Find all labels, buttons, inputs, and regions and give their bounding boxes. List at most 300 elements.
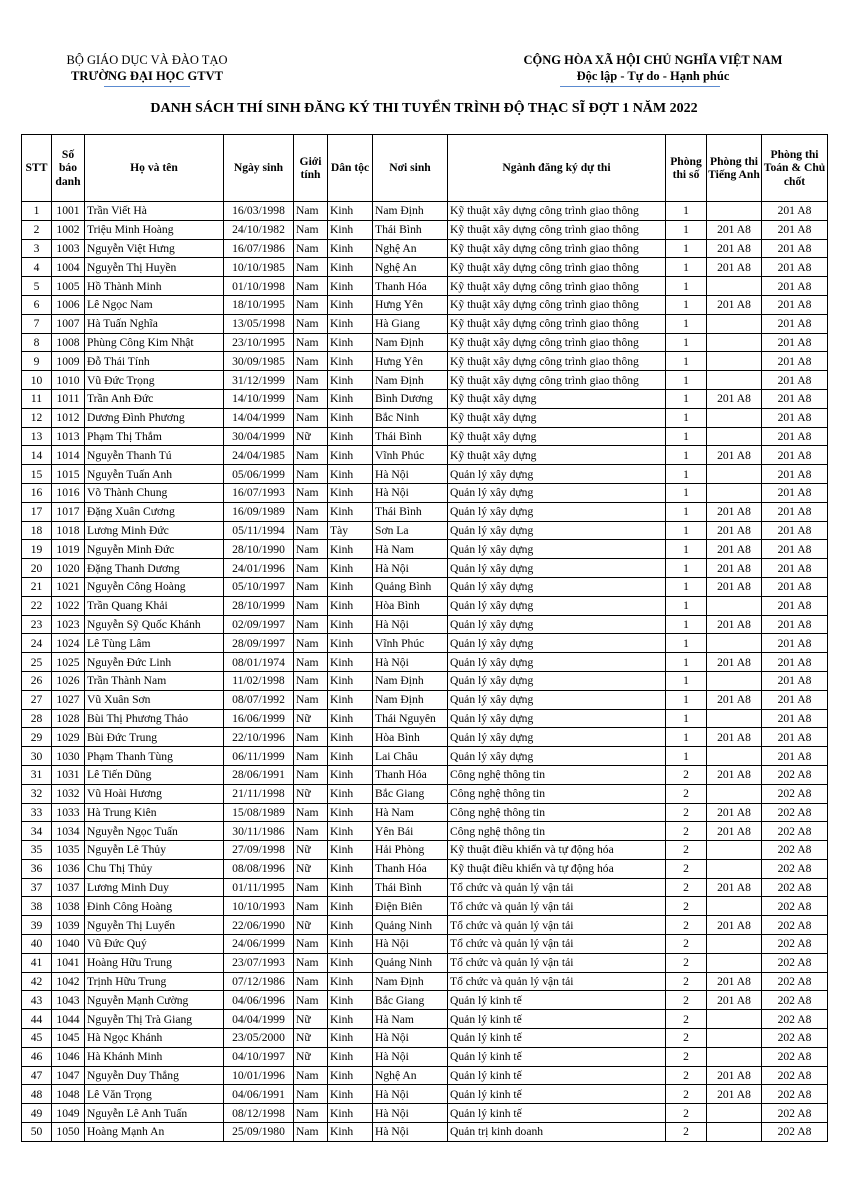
cell-sbd: 1041 — [52, 953, 85, 972]
cell-english-room — [707, 333, 762, 352]
cell-math-room: 201 A8 — [762, 258, 828, 277]
cell-sbd: 1029 — [52, 728, 85, 747]
cell-sbd: 1042 — [52, 972, 85, 991]
cell-math-room: 201 A8 — [762, 728, 828, 747]
cell-gender: Nữ — [294, 1029, 328, 1048]
cell-dob: 01/11/1995 — [224, 878, 294, 897]
cell-name: Vũ Hoài Hương — [85, 784, 224, 803]
cell-gender: Nữ — [294, 1047, 328, 1066]
cell-sbd: 1047 — [52, 1066, 85, 1085]
cell-english-room: 201 A8 — [707, 577, 762, 596]
table-row — [22, 747, 828, 766]
cell-ethnicity: Kinh — [328, 953, 373, 972]
cell-math-room: 201 A8 — [762, 408, 828, 427]
cell-english-room — [707, 427, 762, 446]
cell-ethnicity: Kinh — [328, 465, 373, 484]
cell-dob: 22/10/1996 — [224, 728, 294, 747]
cell-stt: 49 — [22, 1104, 52, 1123]
cell-sbd: 1035 — [52, 841, 85, 860]
cell-dob: 16/07/1993 — [224, 483, 294, 502]
cell-major: Kỹ thuật điều khiển và tự động hóa — [448, 841, 666, 860]
cell-ethnicity: Kinh — [328, 277, 373, 296]
cell-sbd: 1036 — [52, 859, 85, 878]
cell-math-room: 201 A8 — [762, 671, 828, 690]
table-row — [22, 465, 828, 484]
table-row — [22, 521, 828, 540]
cell-gender: Nữ — [294, 916, 328, 935]
cell-room: 1 — [666, 634, 707, 653]
table-row — [22, 728, 828, 747]
cell-gender: Nam — [294, 389, 328, 408]
cell-dob: 28/10/1999 — [224, 596, 294, 615]
cell-name: Lương Minh Đức — [85, 521, 224, 540]
cell-ethnicity: Kinh — [328, 991, 373, 1010]
cell-english-room — [707, 841, 762, 860]
cell-ethnicity: Kinh — [328, 483, 373, 502]
cell-name: Trần Anh Đức — [85, 389, 224, 408]
cell-major: Kỹ thuật điều khiển và tự động hóa — [448, 859, 666, 878]
cell-sbd: 1025 — [52, 653, 85, 672]
cell-room: 2 — [666, 935, 707, 954]
cell-birthplace: Nghệ An — [373, 1066, 448, 1085]
cell-dob: 22/06/1990 — [224, 916, 294, 935]
cell-math-room: 202 A8 — [762, 991, 828, 1010]
cell-room: 2 — [666, 953, 707, 972]
cell-birthplace: Hà Nội — [373, 1029, 448, 1048]
cell-name: Triệu Minh Hoàng — [85, 220, 224, 239]
cell-math-room: 201 A8 — [762, 502, 828, 521]
cell-room: 1 — [666, 502, 707, 521]
cell-gender: Nữ — [294, 427, 328, 446]
cell-english-room: 201 A8 — [707, 653, 762, 672]
cell-gender: Nam — [294, 446, 328, 465]
cell-major: Quản lý xây dựng — [448, 709, 666, 728]
cell-name: Trần Thành Nam — [85, 671, 224, 690]
table-row — [22, 972, 828, 991]
cell-birthplace: Thái Bình — [373, 220, 448, 239]
cell-ethnicity: Kinh — [328, 859, 373, 878]
cell-english-room: 201 A8 — [707, 446, 762, 465]
cell-birthplace: Thái Bình — [373, 502, 448, 521]
cell-birthplace: Quảng Ninh — [373, 953, 448, 972]
table-row — [22, 953, 828, 972]
cell-stt: 29 — [22, 728, 52, 747]
cell-sbd: 1048 — [52, 1085, 85, 1104]
cell-english-room: 201 A8 — [707, 502, 762, 521]
cell-ethnicity: Kinh — [328, 540, 373, 559]
cell-room: 1 — [666, 427, 707, 446]
cell-sbd: 1022 — [52, 596, 85, 615]
cell-english-room: 201 A8 — [707, 878, 762, 897]
cell-birthplace: Hà Nam — [373, 540, 448, 559]
cell-stt: 50 — [22, 1123, 52, 1142]
cell-name: Dương Đình Phương — [85, 408, 224, 427]
cell-dob: 21/11/1998 — [224, 784, 294, 803]
table-row — [22, 653, 828, 672]
table-row — [22, 991, 828, 1010]
cell-sbd: 1017 — [52, 502, 85, 521]
cell-math-room: 202 A8 — [762, 784, 828, 803]
cell-birthplace: Hà Nội — [373, 615, 448, 634]
cell-sbd: 1044 — [52, 1010, 85, 1029]
table-row — [22, 277, 828, 296]
cell-math-room: 201 A8 — [762, 483, 828, 502]
cell-ethnicity: Kinh — [328, 427, 373, 446]
cell-name: Nguyễn Đức Linh — [85, 653, 224, 672]
cell-major: Quản lý xây dựng — [448, 747, 666, 766]
cell-math-room: 201 A8 — [762, 615, 828, 634]
cell-gender: Nam — [294, 878, 328, 897]
table-row — [22, 784, 828, 803]
cell-birthplace: Thanh Hóa — [373, 277, 448, 296]
cell-stt: 14 — [22, 446, 52, 465]
cell-ethnicity: Kinh — [328, 502, 373, 521]
cell-math-room: 201 A8 — [762, 295, 828, 314]
cell-sbd: 1007 — [52, 314, 85, 333]
cell-birthplace: Quảng Ninh — [373, 916, 448, 935]
cell-dob: 16/06/1999 — [224, 709, 294, 728]
cell-room: 2 — [666, 1047, 707, 1066]
cell-stt: 28 — [22, 709, 52, 728]
col-header-stt: STT — [22, 135, 52, 202]
cell-stt: 18 — [22, 521, 52, 540]
cell-math-room: 202 A8 — [762, 953, 828, 972]
cell-name: Nguyễn Duy Thắng — [85, 1066, 224, 1085]
cell-sbd: 1028 — [52, 709, 85, 728]
cell-major: Tổ chức và quản lý vận tải — [448, 897, 666, 916]
cell-birthplace: Thái Bình — [373, 878, 448, 897]
cell-english-room: 201 A8 — [707, 220, 762, 239]
col-header-math-room: Phòng thi Toán & Chủ chốt — [762, 135, 828, 202]
cell-stt: 48 — [22, 1085, 52, 1104]
cell-gender: Nam — [294, 314, 328, 333]
cell-sbd: 1001 — [52, 202, 85, 221]
cell-name: Trịnh Hữu Trung — [85, 972, 224, 991]
cell-major: Kỹ thuật xây dựng công trình giao thông — [448, 220, 666, 239]
cell-dob: 08/01/1974 — [224, 653, 294, 672]
cell-stt: 43 — [22, 991, 52, 1010]
cell-dob: 14/10/1999 — [224, 389, 294, 408]
table-row — [22, 202, 828, 221]
cell-gender: Nam — [294, 277, 328, 296]
table-header-row — [22, 135, 828, 202]
cell-gender: Nữ — [294, 1010, 328, 1029]
cell-stt: 32 — [22, 784, 52, 803]
cell-gender: Nam — [294, 1085, 328, 1104]
cell-room: 2 — [666, 859, 707, 878]
cell-name: Bùi Thị Phương Thảo — [85, 709, 224, 728]
cell-major: Kỹ thuật xây dựng — [448, 408, 666, 427]
cell-english-room: 201 A8 — [707, 239, 762, 258]
cell-room: 1 — [666, 728, 707, 747]
cell-name: Nguyễn Minh Đức — [85, 540, 224, 559]
cell-english-room: 201 A8 — [707, 991, 762, 1010]
cell-birthplace: Nam Định — [373, 690, 448, 709]
table-row — [22, 352, 828, 371]
cell-stt: 20 — [22, 559, 52, 578]
cell-major: Quản lý xây dựng — [448, 728, 666, 747]
cell-name: Phạm Thị Thắm — [85, 427, 224, 446]
cell-math-room: 202 A8 — [762, 822, 828, 841]
cell-gender: Nữ — [294, 859, 328, 878]
col-header-major: Ngành đăng ký dự thi — [448, 135, 666, 202]
cell-math-room: 202 A8 — [762, 1066, 828, 1085]
cell-english-room — [707, 202, 762, 221]
cell-english-room — [707, 747, 762, 766]
cell-ethnicity: Kinh — [328, 352, 373, 371]
cell-stt: 24 — [22, 634, 52, 653]
cell-stt: 8 — [22, 333, 52, 352]
cell-room: 1 — [666, 465, 707, 484]
cell-room: 1 — [666, 220, 707, 239]
cell-dob: 10/10/1993 — [224, 897, 294, 916]
cell-math-room: 202 A8 — [762, 1123, 828, 1142]
cell-birthplace: Hà Nam — [373, 1010, 448, 1029]
cell-birthplace: Hà Nội — [373, 935, 448, 954]
cell-dob: 10/10/1985 — [224, 258, 294, 277]
cell-english-room: 201 A8 — [707, 728, 762, 747]
cell-english-room — [707, 1104, 762, 1123]
cell-english-room: 201 A8 — [707, 690, 762, 709]
table-row — [22, 408, 828, 427]
cell-gender: Nam — [294, 333, 328, 352]
cell-stt: 6 — [22, 295, 52, 314]
cell-ethnicity: Kinh — [328, 709, 373, 728]
cell-major: Kỹ thuật xây dựng — [448, 427, 666, 446]
country-name: CỘNG HÒA XÃ HỘI CHỦ NGHĨA VIỆT NAM — [523, 53, 783, 67]
cell-sbd: 1030 — [52, 747, 85, 766]
cell-major: Quản lý xây dựng — [448, 559, 666, 578]
cell-major: Kỹ thuật xây dựng công trình giao thông — [448, 202, 666, 221]
cell-birthplace: Thanh Hóa — [373, 765, 448, 784]
cell-room: 1 — [666, 314, 707, 333]
cell-name: Lê Tiến Dũng — [85, 765, 224, 784]
cell-math-room: 202 A8 — [762, 803, 828, 822]
cell-major: Tổ chức và quản lý vận tải — [448, 972, 666, 991]
cell-name: Nguyễn Thị Trà Giang — [85, 1010, 224, 1029]
col-header-sbd: Số báo danh — [52, 135, 85, 202]
cell-dob: 23/05/2000 — [224, 1029, 294, 1048]
ministry-name: BỘ GIÁO DỤC VÀ ĐÀO TẠO — [66, 53, 228, 67]
cell-dob: 05/06/1999 — [224, 465, 294, 484]
cell-english-room — [707, 465, 762, 484]
table-row — [22, 916, 828, 935]
cell-dob: 28/10/1990 — [224, 540, 294, 559]
cell-english-room: 201 A8 — [707, 389, 762, 408]
cell-ethnicity: Kinh — [328, 577, 373, 596]
cell-dob: 08/12/1998 — [224, 1104, 294, 1123]
cell-ethnicity: Kinh — [328, 690, 373, 709]
cell-sbd: 1004 — [52, 258, 85, 277]
cell-stt: 23 — [22, 615, 52, 634]
cell-name: Hà Khánh Minh — [85, 1047, 224, 1066]
table-row — [22, 295, 828, 314]
table-row — [22, 878, 828, 897]
cell-dob: 23/07/1993 — [224, 953, 294, 972]
cell-room: 2 — [666, 822, 707, 841]
cell-major: Kỹ thuật xây dựng công trình giao thông — [448, 258, 666, 277]
cell-stt: 38 — [22, 897, 52, 916]
cell-sbd: 1024 — [52, 634, 85, 653]
cell-birthplace: Hà Nội — [373, 1085, 448, 1104]
cell-gender: Nam — [294, 258, 328, 277]
cell-name: Vũ Đức Quý — [85, 935, 224, 954]
cell-math-room: 201 A8 — [762, 220, 828, 239]
cell-gender: Nam — [294, 972, 328, 991]
cell-math-room: 201 A8 — [762, 352, 828, 371]
cell-gender: Nam — [294, 803, 328, 822]
cell-birthplace: Hưng Yên — [373, 295, 448, 314]
cell-gender: Nam — [294, 202, 328, 221]
cell-ethnicity: Kinh — [328, 822, 373, 841]
cell-math-room: 201 A8 — [762, 653, 828, 672]
cell-english-room — [707, 408, 762, 427]
cell-birthplace: Nam Định — [373, 371, 448, 390]
cell-sbd: 1033 — [52, 803, 85, 822]
national-motto: Độc lập - Tự do - Hạnh phúc — [576, 69, 730, 83]
cell-stt: 33 — [22, 803, 52, 822]
cell-birthplace: Hà Nội — [373, 1047, 448, 1066]
cell-gender: Nam — [294, 897, 328, 916]
cell-room: 1 — [666, 690, 707, 709]
cell-math-room: 201 A8 — [762, 427, 828, 446]
cell-math-room: 201 A8 — [762, 371, 828, 390]
cell-ethnicity: Kinh — [328, 596, 373, 615]
cell-gender: Nam — [294, 352, 328, 371]
cell-name: Lê Tùng Lâm — [85, 634, 224, 653]
cell-birthplace: Hà Nội — [373, 1123, 448, 1142]
cell-room: 1 — [666, 389, 707, 408]
cell-english-room — [707, 859, 762, 878]
cell-dob: 10/01/1996 — [224, 1066, 294, 1085]
cell-math-room: 202 A8 — [762, 1029, 828, 1048]
cell-major: Kỹ thuật xây dựng — [448, 446, 666, 465]
cell-english-room: 201 A8 — [707, 1085, 762, 1104]
cell-stt: 35 — [22, 841, 52, 860]
cell-name: Nguyễn Ngọc Tuấn — [85, 822, 224, 841]
cell-stt: 37 — [22, 878, 52, 897]
table-row — [22, 333, 828, 352]
cell-sbd: 1003 — [52, 239, 85, 258]
cell-english-room: 201 A8 — [707, 258, 762, 277]
cell-ethnicity: Kinh — [328, 1010, 373, 1029]
cell-math-room: 202 A8 — [762, 972, 828, 991]
cell-gender: Nam — [294, 295, 328, 314]
cell-major: Quản lý xây dựng — [448, 653, 666, 672]
cell-major: Quản lý xây dựng — [448, 521, 666, 540]
cell-name: Nguyễn Tuấn Anh — [85, 465, 224, 484]
cell-ethnicity: Kinh — [328, 1047, 373, 1066]
cell-birthplace: Bắc Giang — [373, 991, 448, 1010]
cell-name: Nguyễn Lê Thủy — [85, 841, 224, 860]
cell-english-room — [707, 277, 762, 296]
cell-math-room: 201 A8 — [762, 577, 828, 596]
cell-ethnicity: Kinh — [328, 747, 373, 766]
cell-major: Quản lý kinh tế — [448, 1104, 666, 1123]
cell-ethnicity: Kinh — [328, 916, 373, 935]
cell-sbd: 1032 — [52, 784, 85, 803]
table-row — [22, 427, 828, 446]
cell-room: 2 — [666, 1104, 707, 1123]
cell-birthplace: Quảng Bình — [373, 577, 448, 596]
cell-name: Nguyễn Công Hoàng — [85, 577, 224, 596]
cell-birthplace: Hải Phòng — [373, 841, 448, 860]
cell-dob: 30/04/1999 — [224, 427, 294, 446]
table-row — [22, 897, 828, 916]
cell-math-room: 202 A8 — [762, 859, 828, 878]
col-header-dob: Ngày sinh — [224, 135, 294, 202]
cell-room: 1 — [666, 483, 707, 502]
cell-stt: 44 — [22, 1010, 52, 1029]
table-row — [22, 935, 828, 954]
cell-stt: 9 — [22, 352, 52, 371]
cell-room: 2 — [666, 784, 707, 803]
cell-birthplace: Thái Bình — [373, 427, 448, 446]
cell-room: 2 — [666, 1029, 707, 1048]
cell-room: 1 — [666, 596, 707, 615]
cell-stt: 22 — [22, 596, 52, 615]
cell-math-room: 202 A8 — [762, 1010, 828, 1029]
cell-name: Đinh Công Hoàng — [85, 897, 224, 916]
cell-sbd: 1016 — [52, 483, 85, 502]
cell-stt: 41 — [22, 953, 52, 972]
document-title: DANH SÁCH THÍ SINH ĐĂNG KÝ THI TUYỂN TRÌNH ĐỘ THẠC SĨ ĐỢT 1 NĂM 2022 — [150, 101, 698, 116]
cell-gender: Nam — [294, 991, 328, 1010]
cell-gender: Nữ — [294, 784, 328, 803]
cell-birthplace: Sơn La — [373, 521, 448, 540]
cell-gender: Nam — [294, 765, 328, 784]
cell-ethnicity: Kinh — [328, 1066, 373, 1085]
cell-stt: 15 — [22, 465, 52, 484]
cell-room: 1 — [666, 446, 707, 465]
cell-sbd: 1006 — [52, 295, 85, 314]
cell-stt: 16 — [22, 483, 52, 502]
table-row — [22, 596, 828, 615]
cell-birthplace: Vĩnh Phúc — [373, 446, 448, 465]
cell-sbd: 1021 — [52, 577, 85, 596]
cell-gender: Nam — [294, 671, 328, 690]
cell-major: Quản lý xây dựng — [448, 615, 666, 634]
cell-major: Quản lý kinh tế — [448, 1029, 666, 1048]
cell-sbd: 1023 — [52, 615, 85, 634]
cell-english-room — [707, 1047, 762, 1066]
cell-name: Nguyễn Sỹ Quốc Khánh — [85, 615, 224, 634]
cell-birthplace: Bắc Giang — [373, 784, 448, 803]
cell-math-room: 202 A8 — [762, 765, 828, 784]
cell-dob: 15/08/1989 — [224, 803, 294, 822]
cell-math-room: 201 A8 — [762, 747, 828, 766]
cell-english-room — [707, 784, 762, 803]
cell-sbd: 1049 — [52, 1104, 85, 1123]
cell-birthplace: Nam Định — [373, 333, 448, 352]
cell-sbd: 1040 — [52, 935, 85, 954]
cell-birthplace: Yên Bái — [373, 822, 448, 841]
cell-dob: 16/09/1989 — [224, 502, 294, 521]
cell-ethnicity: Kinh — [328, 389, 373, 408]
cell-stt: 34 — [22, 822, 52, 841]
cell-birthplace: Hà Nội — [373, 653, 448, 672]
cell-name: Hồ Thành Minh — [85, 277, 224, 296]
cell-gender: Nam — [294, 953, 328, 972]
cell-ethnicity: Kinh — [328, 1029, 373, 1048]
cell-gender: Nam — [294, 596, 328, 615]
cell-room: 1 — [666, 352, 707, 371]
cell-major: Tổ chức và quản lý vận tải — [448, 878, 666, 897]
table-row — [22, 239, 828, 258]
cell-dob: 30/09/1985 — [224, 352, 294, 371]
cell-dob: 08/07/1992 — [224, 690, 294, 709]
cell-sbd: 1046 — [52, 1047, 85, 1066]
